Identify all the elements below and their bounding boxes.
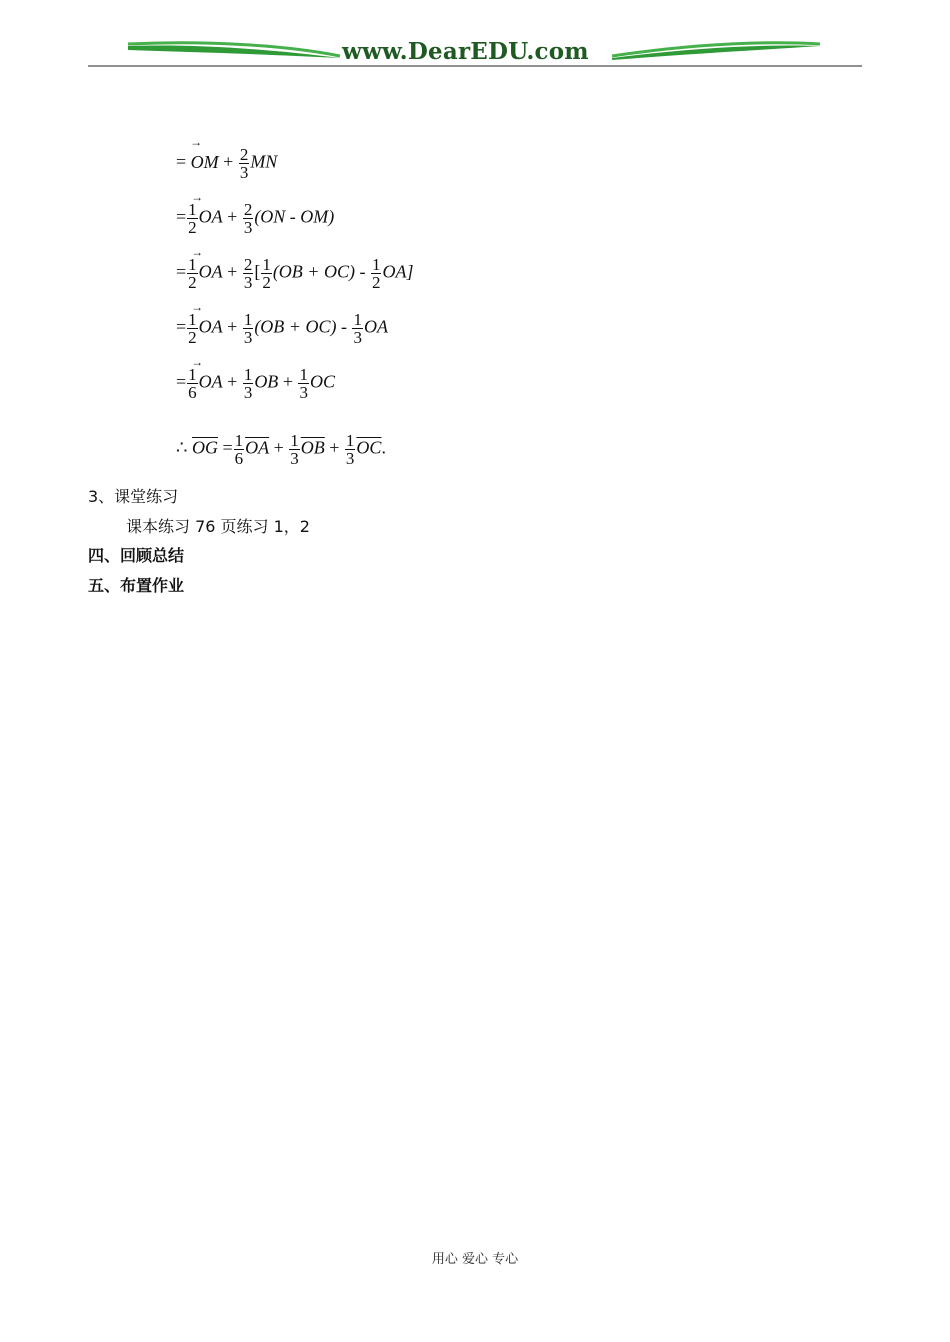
homework-heading: 五、布置作业 (88, 576, 185, 595)
practice-content: 课本练习 76 页练习 1，2 (126, 517, 310, 536)
fraction: $\frac{1}{3}$ (299, 365, 308, 402)
derivation-line-2: = → 1 2 OA + $\frac{2}{3}$ (ON - OM) (176, 190, 335, 237)
derivation-conclusion: ∴ $\overline{OG}$ = $\frac{1}{6}$ $\overline{OA}$ + $\frac{1}{3}$ $\overline{OB}$ + $\frac{1}{3}$ $\overline{OC}$. (176, 431, 386, 468)
fraction: $\frac{2}{3}$ (243, 200, 253, 237)
fraction: $\frac{1}{3}$ (353, 310, 362, 347)
derivation-line-5: = → 1 6 OA + $\frac{1}{3}$ OB + $\frac{1}{3}$ OC (176, 355, 335, 402)
fraction: $\frac{1}{3}$ (345, 431, 355, 468)
fraction: $\frac{1}{2}$ (371, 255, 381, 292)
fraction: $\frac{1}{3}$ (243, 365, 253, 402)
review-heading: 四、回顾总结 (88, 546, 185, 565)
derivation-line-1: = → OM + $\frac{2}{3}$ MN (176, 134, 278, 182)
fraction: $\frac{1}{6}$ (234, 431, 244, 468)
fraction: → 1 2 (188, 245, 204, 292)
fraction: → 1 2 (188, 300, 204, 347)
fraction: → 1 6 (188, 355, 204, 402)
vector-arrow-icon: → (190, 134, 203, 149)
practice-heading: 3、课堂练习 (88, 487, 179, 506)
vector-arrow-icon: → (191, 300, 204, 314)
vector-arrow-icon: → (191, 190, 204, 204)
fraction: $\frac{1}{3}$ (290, 431, 299, 468)
page-footer: 用心 爱心 专心 (431, 1252, 519, 1267)
fraction: $\frac{1}{3}$ (243, 310, 253, 347)
page-header (0, 0, 950, 80)
vector-arrow-icon: → (191, 355, 204, 369)
fraction: $\frac{2}{3}$ (243, 255, 253, 292)
vector-arrow-icon: → (191, 245, 204, 259)
fraction: $\frac{1}{2}$ (262, 255, 271, 292)
fraction: → 1 2 (188, 190, 204, 237)
fraction: $\frac{2}{3}$ (239, 145, 249, 182)
derivation-line-4: = → 1 2 OA + $\frac{1}{3}$ (OB + OC) - $\frac{1}{3}$ OA (176, 300, 388, 347)
site-url[interactable]: www.DearEDU.com (342, 38, 589, 65)
derivation-line-3: = → 1 2 OA + $\frac{2}{3}$ [ $\frac{1}{2}$ (OB + OC) - $\frac{1}{2}$ OA] (176, 245, 414, 292)
